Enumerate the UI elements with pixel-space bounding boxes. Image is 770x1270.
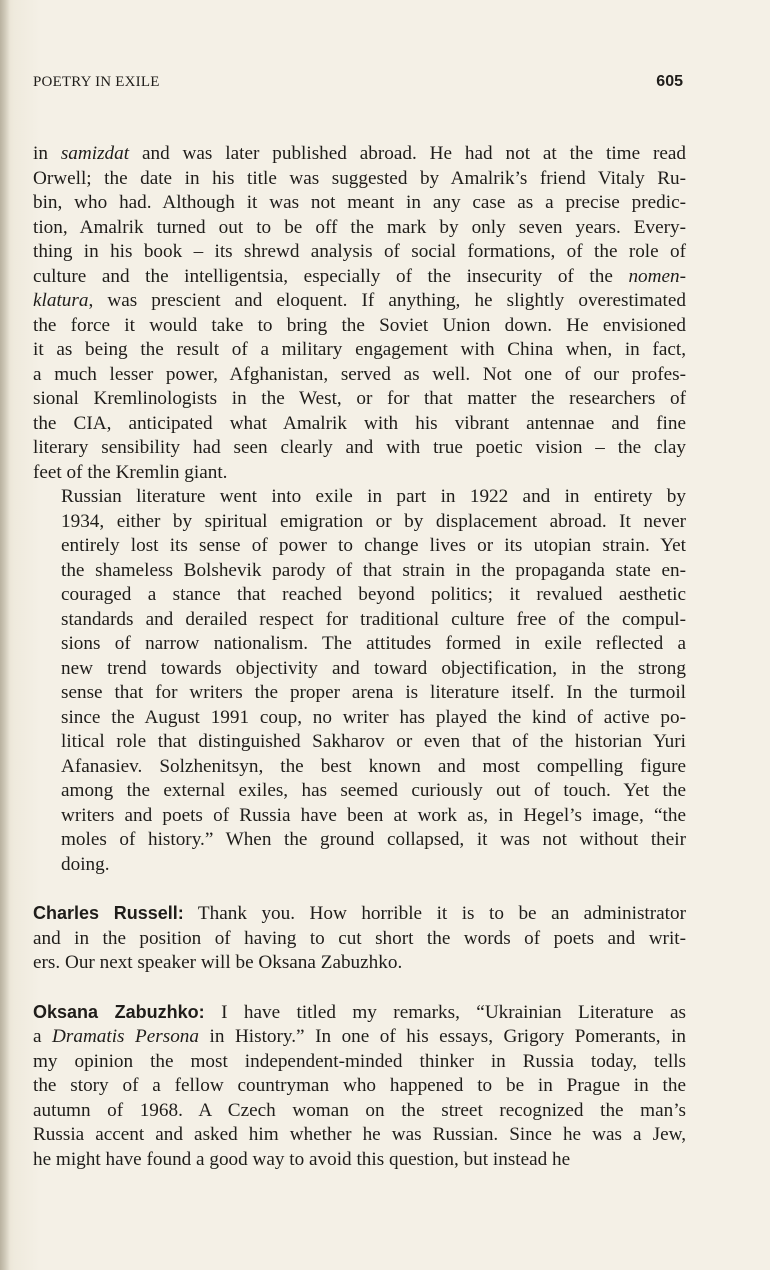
italic-term: nomen- <box>628 265 686 287</box>
text-line: in samizdat and was later published abroad. He had not at the time read <box>33 143 686 164</box>
text-line: Orwell; the date in his title was suggested by Amalrik’s friend Vitaly Ru- <box>33 167 686 189</box>
text-line: litical role that distinguished Sakharov or even that of the historian Yuri <box>61 731 686 752</box>
italic-term: samizdat <box>60 143 130 164</box>
text-line: the story of a fellow countryman who happened to be in Prague in the <box>33 1075 686 1096</box>
running-head-title: POETRY IN EXILE <box>33 74 160 90</box>
text-line: new trend towards objectivity and toward objectification, in the strong <box>61 657 686 679</box>
text-line: it as being the result of a military engagement with China when, in fact, <box>33 339 686 360</box>
text-line: autumn of 1968. A Czech woman on the street recognized the man’s <box>33 1099 686 1121</box>
text-line: a much lesser power, Afghanistan, served as well. Not one of our profes- <box>33 363 686 385</box>
text-line: my opinion the most independent-minded thinker in Russia today, tells <box>33 1050 686 1072</box>
italic-term: Dramatis Persona <box>52 1026 199 1047</box>
text-line: entirely lost its sense of power to change lives or its utopian strain. Yet <box>61 535 686 556</box>
text-line: he might have found a good way to avoid this question, but instead he <box>33 1148 571 1170</box>
paragraph-charles-russell <box>33 901 686 976</box>
italic-term: klatura <box>33 290 89 311</box>
speaker-name: Charles Russell: <box>33 903 184 923</box>
text-line: ers. Our next speaker will be Oksana Zabuzhko. <box>33 952 403 973</box>
text-line: the shameless Bolshevik parody of that strain in the propaganda state en- <box>61 559 686 581</box>
speaker-name: Oksana Zabuzhko: <box>33 1001 205 1022</box>
text-line: standards and derailed respect for traditional culture free of the compul- <box>61 608 686 630</box>
text-line: couraged a stance that reached beyond politics; it revalued aesthetic <box>61 584 686 605</box>
paragraph-oksana-zabuzhko <box>33 1000 686 1173</box>
text-line: since the August 1991 coup, no writer has played the kind of active po- <box>61 706 686 728</box>
text-line: 1934, either by spiritual emigration or by displacement abroad. It never <box>61 510 686 532</box>
text-line: and in the position of having to cut short the words of poets and writ- <box>33 927 686 949</box>
text-line: sions of narrow nationalism. The attitudes formed in exile reflected a <box>61 633 686 654</box>
text-line: a Dramatis Persona in History.” In one of his essays, Grigory Pomerants, in <box>33 1026 686 1047</box>
text-line: culture and the intelligentsia, especially of the insecurity of the nomen- <box>33 265 686 287</box>
running-head <box>33 74 683 96</box>
text-line: Afanasiev. Solzhenitsyn, the best known and most compelling figure <box>61 755 686 777</box>
text-line: sense that for writers the proper arena is literature itself. In the turmoil <box>61 682 686 703</box>
text-line: literary sensibility had seen clearly and with true poetic vision – the clay <box>33 437 686 458</box>
page-number: 605 <box>656 73 683 90</box>
text-line: Charles Russell: Thank you. How horrible it is to be an administrator <box>33 903 686 924</box>
body-text <box>33 142 686 1172</box>
text-line: tion, Amalrik turned out to be off the mark by only seven years. Every- <box>33 216 686 238</box>
text-line: moles of history.” When the ground collapsed, it was not without their <box>61 829 686 850</box>
spine-shadow <box>0 0 10 1270</box>
text-line: thing in his book – its shrewd analysis of social formations, of the role of <box>33 241 686 262</box>
text-line: feet of the Kremlin giant. <box>33 461 228 483</box>
text-line: doing. <box>61 853 110 875</box>
paragraph-russian-literature-exile <box>33 485 686 877</box>
text-line: writers and poets of Russia have been at work as, in Hegel’s image, “the <box>61 804 686 826</box>
text-line: bin, who had. Although it was not meant in any case as a precise predic- <box>33 192 686 213</box>
paragraph-amalrik <box>33 142 686 485</box>
text-line: Russia accent and asked him whether he was Russian. Since he was a Jew, <box>33 1124 686 1145</box>
text-line: Oksana Zabuzhko: I have titled my remarks, “Ukrainian Literature as <box>33 1001 687 1023</box>
text-line: Russian literature went into exile in part in 1922 and in entirety by <box>61 486 686 507</box>
text-line: among the external exiles, has seemed curiously out of touch. Yet the <box>61 780 686 801</box>
text-line: klatura, was prescient and eloquent. If anything, he slightly overestimated <box>33 290 686 311</box>
text-line: the CIA, anticipated what Amalrik with his vibrant antennae and fine <box>33 412 686 434</box>
text-line: the force it would take to bring the Soviet Union down. He envisioned <box>33 314 686 336</box>
text-line: sional Kremlinologists in the West, or for that matter the researchers of <box>33 388 686 409</box>
